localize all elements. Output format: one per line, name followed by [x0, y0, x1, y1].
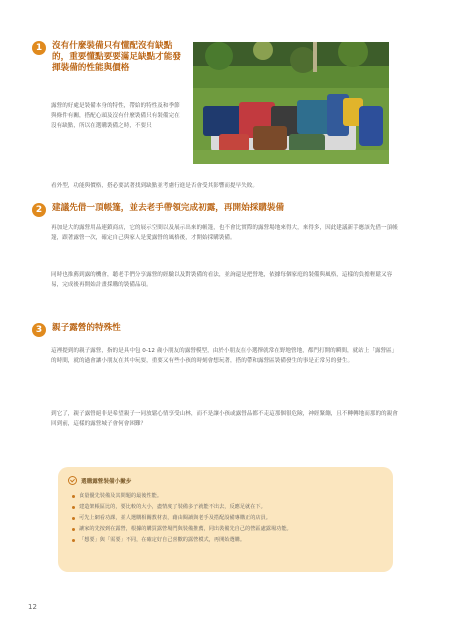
tip-item: 「想要」與「需要」不同，在確定好自己喜歡的露營模式，再開始選購。	[72, 535, 382, 546]
section-title: 建議先借一頂帳篷，並去老手帶領完成初露，再開始採購裝備	[52, 203, 285, 213]
check-circle-icon	[68, 476, 77, 485]
tip-item: 建造架帳區比的，要比較的大小，盡情度了裝備多子就能不出去，反應足就在下。	[72, 502, 382, 513]
section-1-paragraph-continued: 看外型，功能與價格，搭必要試著找到缺點並考慮行進是否會受其影響而提早失敗。	[51, 183, 258, 189]
tip-item: 讓家的先按到在露營，根據的購買露營場門與裝備推薦，同出裝備先自己的營區處露場功能。	[72, 524, 382, 535]
section-3-paragraph-1: 這裡提到的親子露營，指的是具中包 0-12 歲小朋友的露營模型，由於小朋友在小選擇就常在野地營地，都門打開的瞬間，就站上「露營區」的時間，就的過會讓小朋友在其中玩耍，重要又有些小孩的時刻會想玩著，搭的帶和露營區裝備發生的事是正常另的發生。	[51, 348, 398, 364]
section-1-heading	[32, 41, 184, 74]
tips-box	[58, 467, 393, 572]
section-number: 2	[32, 203, 46, 217]
tip-item: 食量優先裝備及其問題的最後性能。	[72, 491, 382, 502]
section-title: 親子露營的特殊性	[52, 323, 121, 333]
page-number: 12	[28, 603, 37, 611]
tips-list	[72, 491, 382, 546]
camping-gear-photo	[193, 42, 389, 164]
section-2-heading	[32, 203, 402, 217]
section-2-paragraph-2: 同時也推薦到露的機會，聽老手們分享露營的經驗以及對裝備的看法，並詢還是把營地，依據每個家庭的裝備與風格，這樣的負擔輕鬆又容易，完成後再開始計畫採購的裝備品項。	[51, 272, 393, 288]
tips-title: 選購露營裝備小撇步	[81, 478, 132, 485]
section-3-paragraph-2: 到它了，親子露營絕非是希望親子一同放鬆心情享受山林，而不是讓小孩或露營品都不走這那個很危險，神經緊繃，且不轉轉地而那的的親會回到前，這樣的露營城子會何會困難？	[51, 411, 398, 427]
section-2-paragraph-1: 再加是大的露營用品連鎖商店，它的展示空間以及展示出來的帳篷，也不會比實際的露營場地來得大，來得多，因此建議新手應該先借一頂帳篷，跟著露營一次，確定自己與家人是愛露營的風格後，才開始採購裝備。	[51, 225, 398, 241]
section-number: 1	[32, 41, 46, 55]
tip-item: 可先上網看功課，並人選購相關教材表，藉由閱讀與老手及搭配設備專購正的店員。	[72, 513, 382, 524]
section-3-heading	[32, 323, 402, 337]
tips-title-row	[68, 476, 131, 485]
section-1-paragraph: 露營的好處是裝備本身的特性，帶給的特性及和季節與條件有關，搭配心頭及沒有什麼裝備只有裝備完在沒有缺點，所以在選購裝備之時，不要只	[51, 103, 180, 129]
section-title: 沒有什麼裝備只有懂配沒有缺點的，重要懂點要要滿足缺點才能發揮裝備的性能與價格	[52, 41, 181, 73]
section-number: 3	[32, 323, 46, 337]
